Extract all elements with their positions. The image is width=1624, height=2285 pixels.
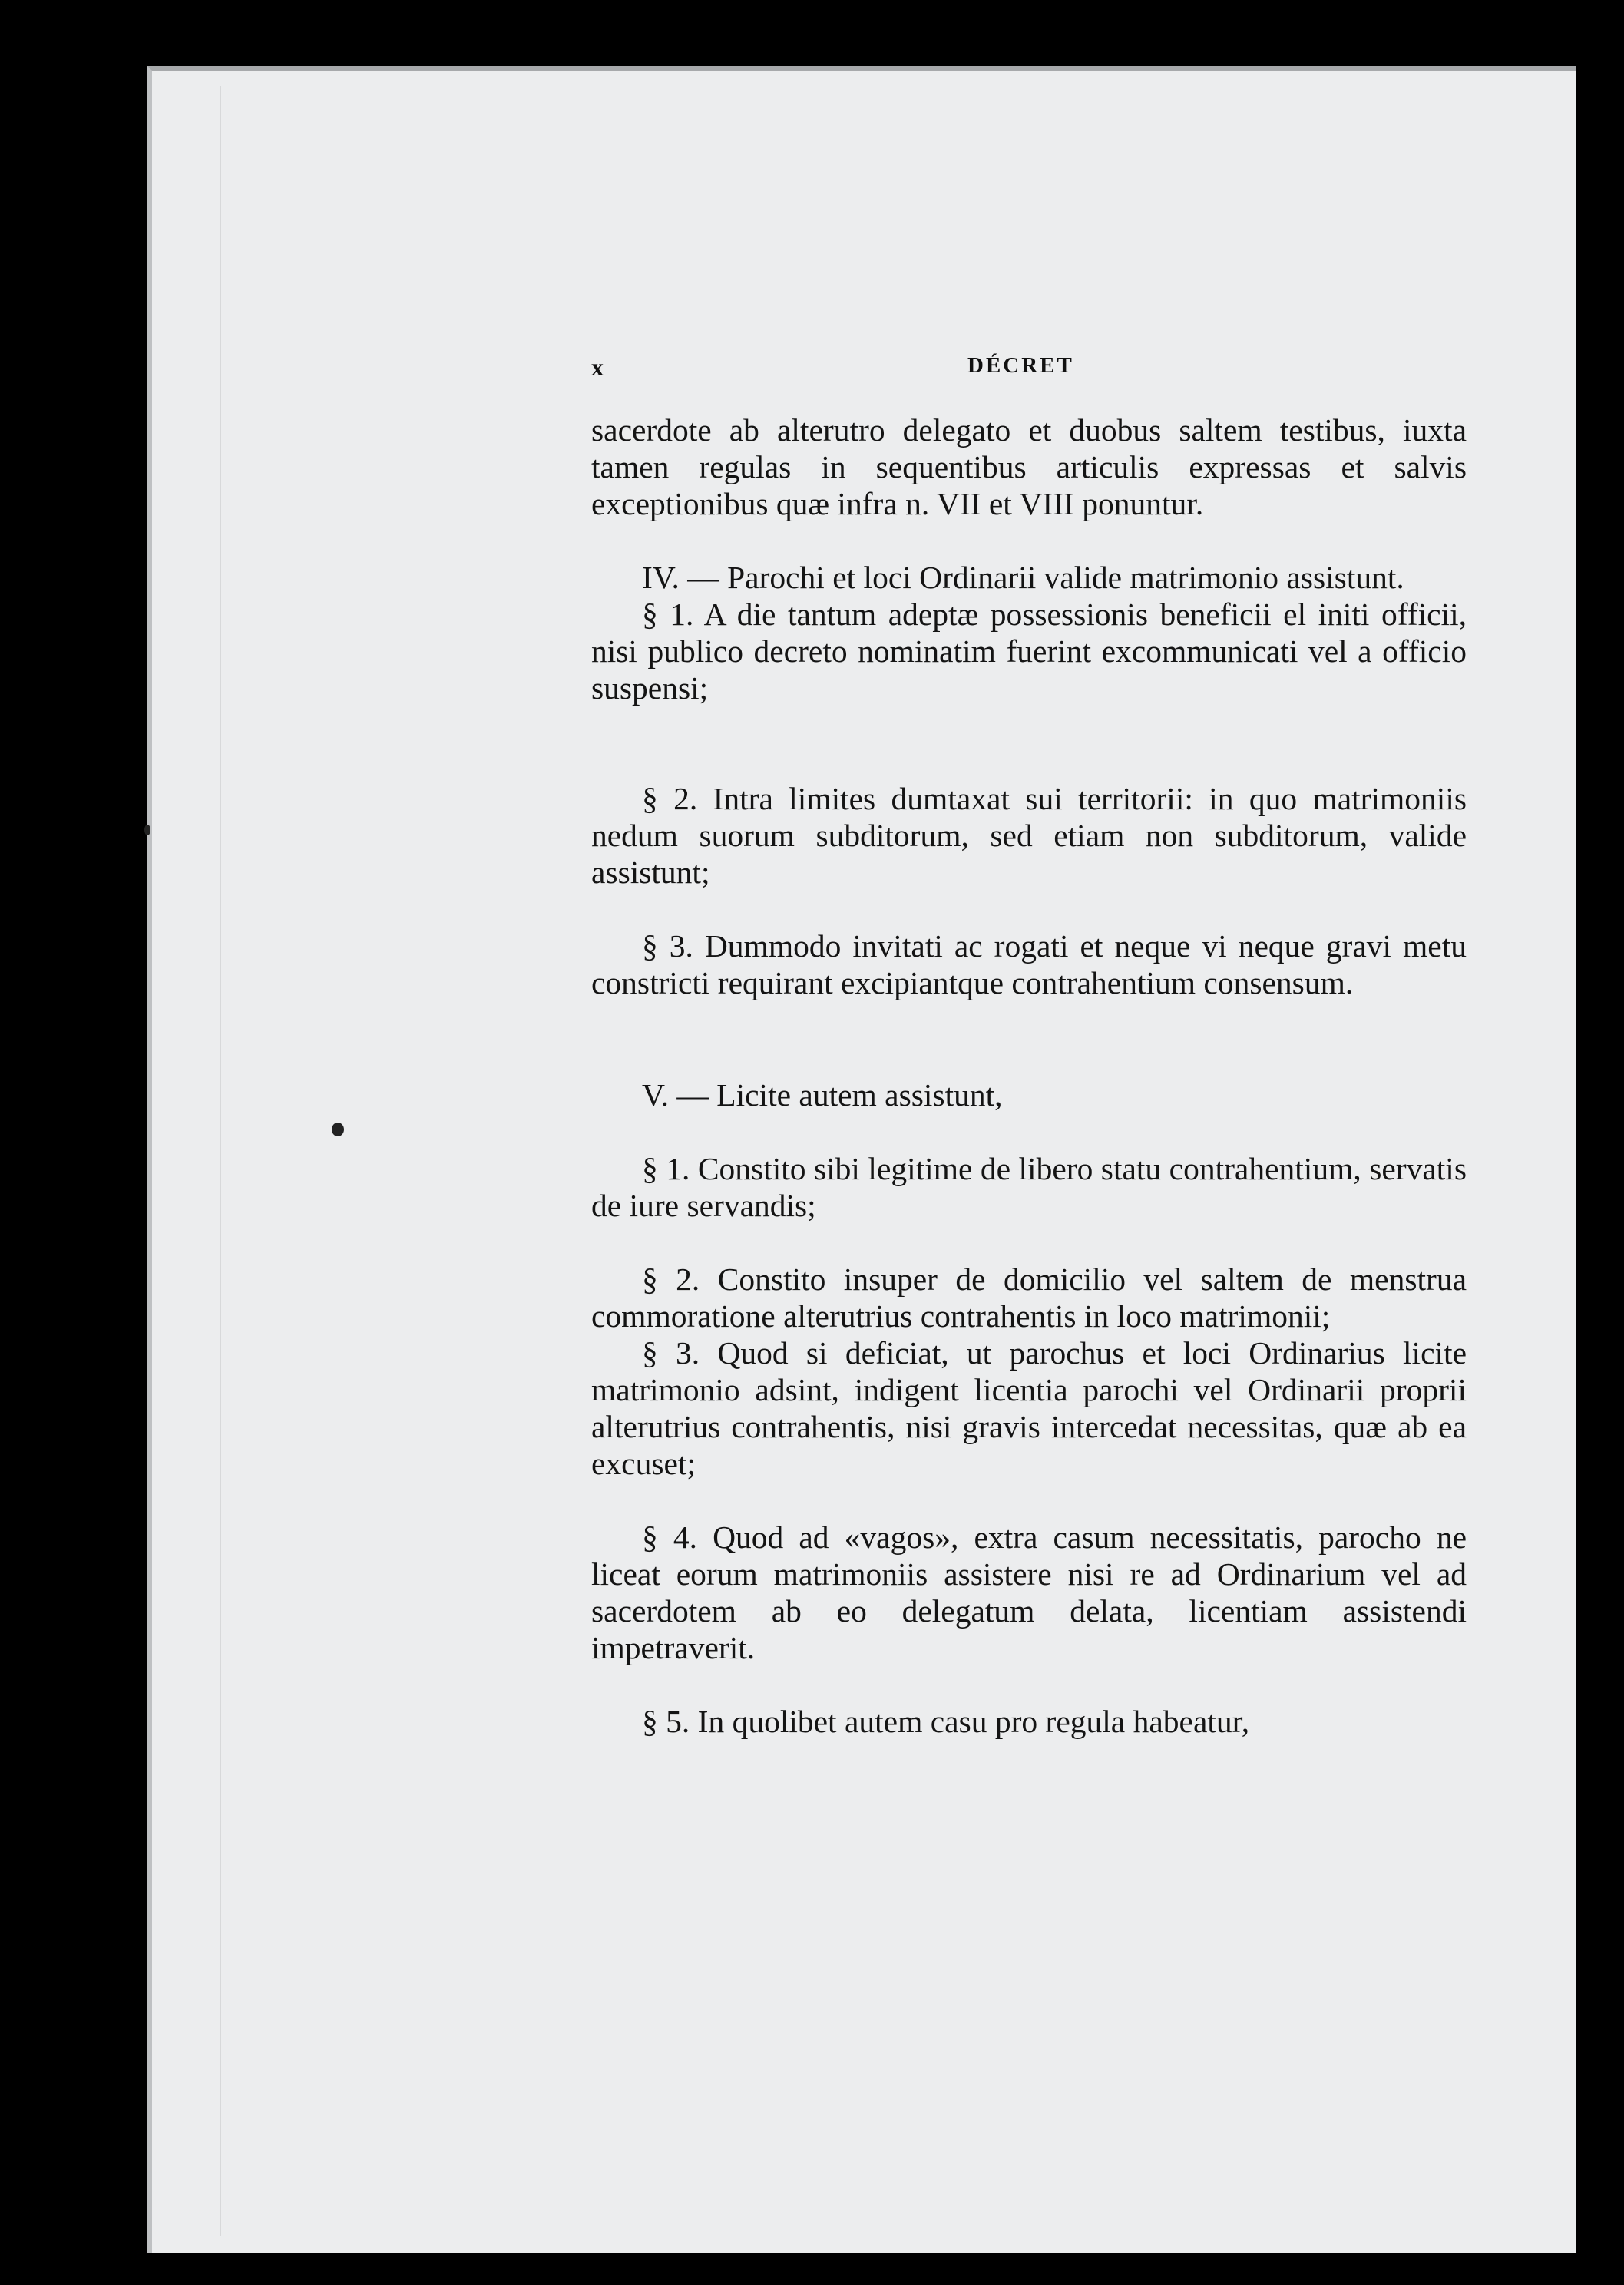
margin-rule [220,86,221,2236]
clause-paragraph: § 3. Quod si deficiat, ut parochus et loci Ordinarius licite matrimonio adsint, indigent licentia parochi vel Ordinarii proprii alterutrius contrahentis, nisi gravis intercedat necessitas, quæ ab ea excuset; [591,1335,1467,1481]
running-head [591,353,1467,384]
ink-speck [144,825,150,835]
clause-paragraph: § 4. Quod ad «vagos», extra casum necessitatis, parocho ne liceat eorum matrimoniis assistere nisi re ad Ordinarium vel ad sacerdotem ab eo delegatum delata, licentiam assistendi impetraverit. [591,1519,1467,1665]
paragraph: sacerdote ab alterutro delegato et duobus saltem testibus, iuxta tamen regulas in sequentibus articulis expressas et salvis exceptionibus quæ infra n. VII et VIII ponuntur. [591,412,1467,521]
clause-paragraph: § 2. Intra limites dumtaxat sui territorii: in quo matrimoniis nedum suorum subditorum, sed etiam non subditorum, valide assistunt; [591,781,1467,890]
page-number: x [591,353,604,381]
clause-paragraph: § 1. A die tantum adeptæ possessionis beneficii el initi officii, nisi publico decreto nominatim fuerint excommunicati vel a officio suspensi; [591,597,1467,706]
body-text [591,412,1467,1740]
clause-paragraph: § 5. In quolibet autem casu pro regula habeatur, [642,1704,1250,1739]
clause-paragraph: § 2. Constito insuper de domicilio vel saltem de menstrua commoratione alterutrius contrahentis in loco matrimonii; [591,1262,1467,1334]
section-heading: V. — Licite autem assistunt, [642,1077,1003,1113]
ink-speck [332,1123,344,1136]
clause-paragraph: § 1. Constito sibi legitime de libero statu contrahentium, servatis de iure servandis; [591,1151,1467,1223]
running-title: DÉCRET [967,353,1074,378]
section-heading: IV. — Parochi et loci Ordinarii valide matrimonio assistunt. [642,560,1404,595]
clause-paragraph: § 3. Dummodo invitati ac rogati et neque vi neque gravi metu constricti requirant excipiantque contrahentium consensum. [591,928,1467,1000]
